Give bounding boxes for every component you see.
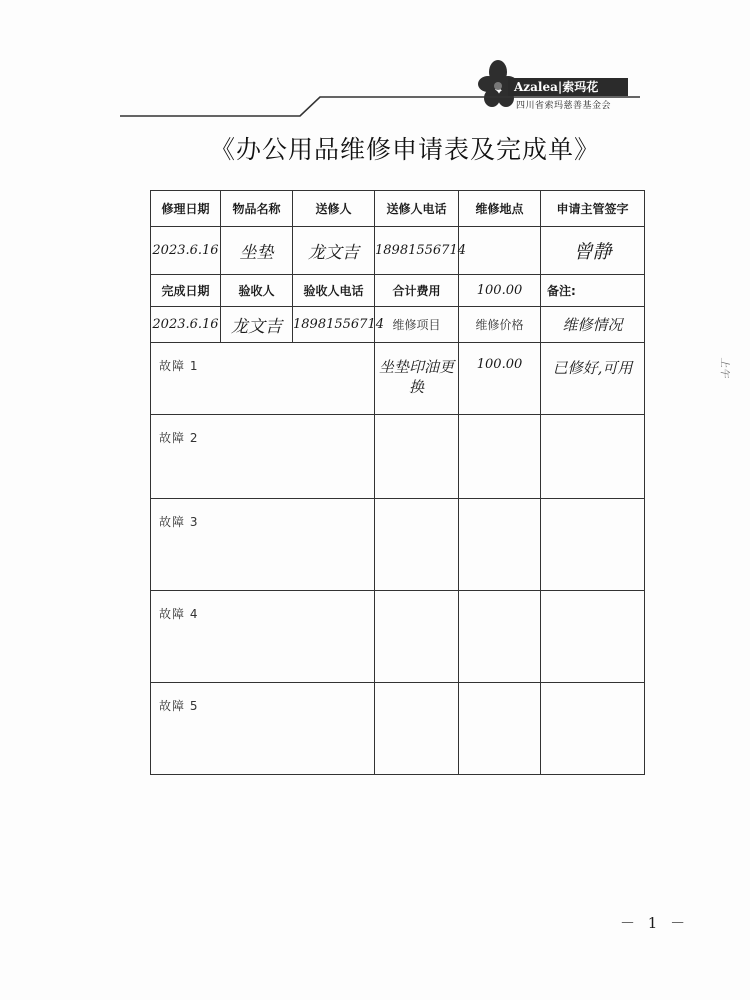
repair-date-value: 2023.6.16 bbox=[151, 227, 221, 275]
header-completion-date: 完成日期 bbox=[151, 275, 221, 307]
completion-date-value: 2023.6.16 bbox=[151, 307, 221, 343]
header-item-name: 物品名称 bbox=[221, 191, 293, 227]
supervisor-signature: 曾静 bbox=[541, 227, 645, 275]
sender-phone-value: 18981556714 bbox=[375, 227, 459, 275]
subheader-repair-status: 维修情况 bbox=[541, 307, 645, 343]
repair-form-table bbox=[150, 190, 645, 775]
fault-price: 100.00 bbox=[459, 343, 541, 415]
fault-status bbox=[541, 683, 645, 775]
fault-item bbox=[375, 415, 459, 499]
header-total-cost: 合计费用 bbox=[375, 275, 459, 307]
form-title: 《办公用品维修申请表及完成单》 bbox=[210, 135, 601, 164]
completion-value-row bbox=[151, 307, 645, 343]
request-header-row bbox=[151, 191, 645, 227]
request-value-row bbox=[151, 227, 645, 275]
inspector-phone-value: 18981556714 bbox=[293, 307, 375, 343]
fault-item bbox=[375, 499, 459, 591]
header-rule bbox=[120, 94, 640, 118]
fault-price bbox=[459, 683, 541, 775]
subheader-repair-item: 维修项目 bbox=[375, 307, 459, 343]
logo-brand-text: Azalea|索玛花 bbox=[508, 78, 628, 96]
fault-item: 坐垫印油更换 bbox=[375, 343, 459, 415]
fault-label: 故障 5 bbox=[151, 683, 375, 775]
header-sender: 送修人 bbox=[293, 191, 375, 227]
fault-row bbox=[151, 591, 645, 683]
fault-label: 故障 2 bbox=[151, 415, 375, 499]
completion-header-row bbox=[151, 275, 645, 307]
repair-location-value bbox=[459, 227, 541, 275]
fault-status bbox=[541, 591, 645, 683]
header-repair-location: 维修地点 bbox=[459, 191, 541, 227]
remarks-label: 备注: bbox=[541, 275, 645, 307]
fault-price bbox=[459, 499, 541, 591]
fault-status bbox=[541, 499, 645, 591]
fault-label: 故障 1 bbox=[151, 343, 375, 415]
fault-row bbox=[151, 499, 645, 591]
fault-price bbox=[459, 415, 541, 499]
inspector-value: 龙文吉 bbox=[221, 307, 293, 343]
header-inspector-phone: 验收人电话 bbox=[293, 275, 375, 307]
item-name-value: 坐垫 bbox=[221, 227, 293, 275]
fault-row bbox=[151, 343, 645, 415]
sender-value: 龙文吉 bbox=[293, 227, 375, 275]
total-cost-value: 100.00 bbox=[459, 275, 541, 307]
fault-item bbox=[375, 683, 459, 775]
fault-status: 已修好,可用 bbox=[541, 343, 645, 415]
header-sender-phone: 送修人电话 bbox=[375, 191, 459, 227]
subheader-repair-price: 维修价格 bbox=[459, 307, 541, 343]
fault-price bbox=[459, 591, 541, 683]
fault-row bbox=[151, 415, 645, 499]
fault-item bbox=[375, 591, 459, 683]
fault-label: 故障 3 bbox=[151, 499, 375, 591]
header-supervisor-signature: 申请主管签字 bbox=[541, 191, 645, 227]
fault-label: 故障 4 bbox=[151, 591, 375, 683]
margin-note: 上午 bbox=[718, 357, 730, 378]
page-number: － 1 － bbox=[620, 914, 690, 932]
fault-row bbox=[151, 683, 645, 775]
logo-foundation-name: 四川省索玛慈善基金会 bbox=[516, 101, 612, 111]
header-inspector: 验收人 bbox=[221, 275, 293, 307]
fault-status bbox=[541, 415, 645, 499]
header-repair-date: 修理日期 bbox=[151, 191, 221, 227]
